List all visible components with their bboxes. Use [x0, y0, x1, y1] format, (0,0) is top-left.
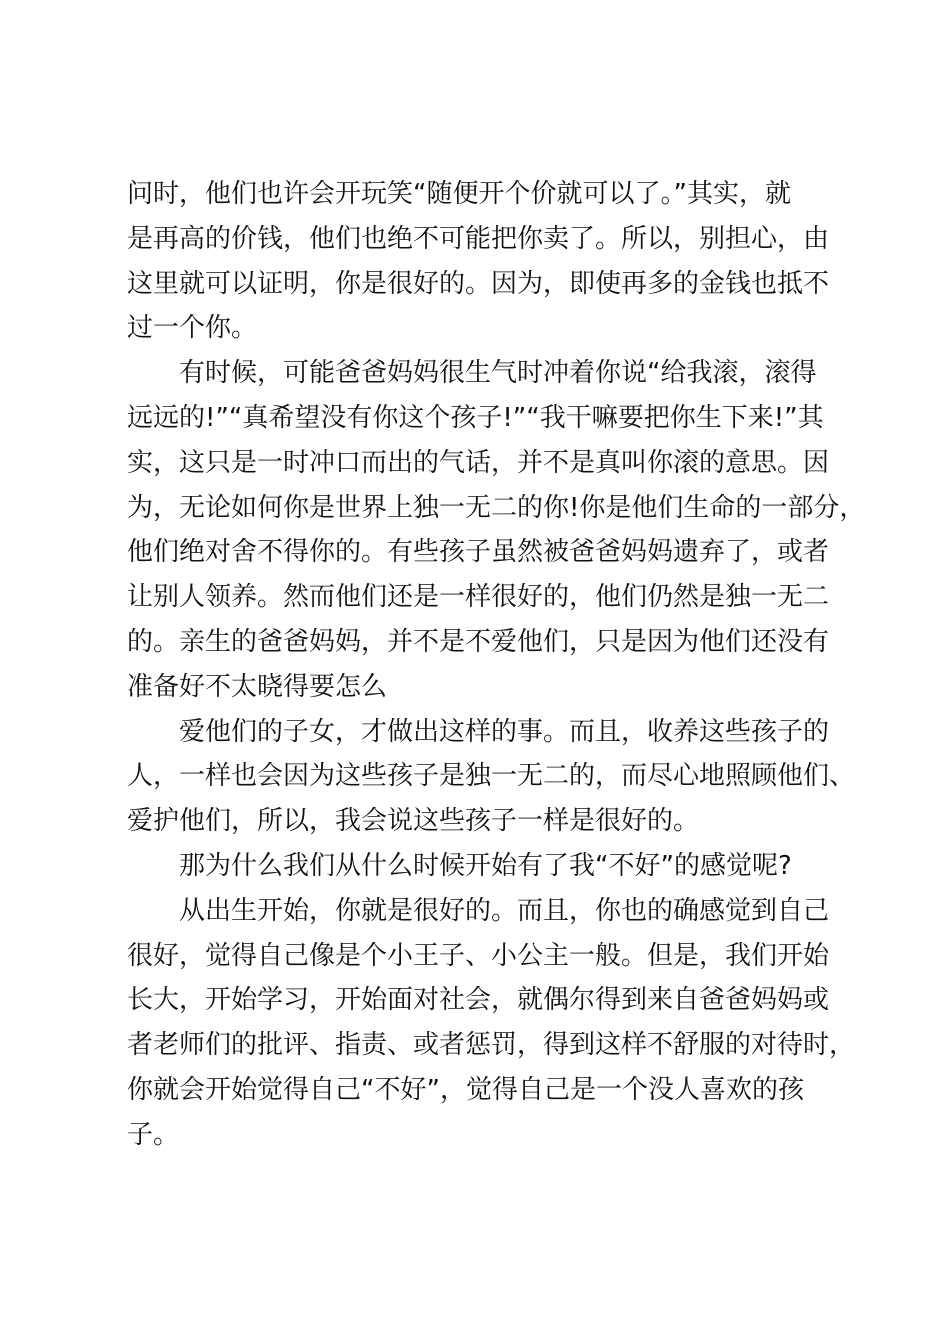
- paragraph-start-line: 从出生开始，你就是很好的。而且，你也的确感觉到自己: [179, 895, 830, 926]
- text-line: 者老师们的批评、指责、或者惩罚，得到这样不舒服的对待时，: [127, 1030, 856, 1061]
- text-line: 准备好不太晓得要怎么: [127, 671, 388, 702]
- text-line: 爱护他们，所以，我会说这些孩子一样是很好的。: [127, 806, 700, 837]
- text-line: 过一个你。: [127, 313, 258, 344]
- paragraph-start-line: 爱他们的子女，才做出这样的事。而且，收养这些孩子的: [179, 716, 830, 747]
- text-line: 这里就可以证明，你是很好的。因为，即使再多的金钱也抵不: [127, 268, 830, 299]
- text-line: 你就会开始觉得自己“不好”，觉得自己是一个没人喜欢的孩: [127, 1074, 804, 1105]
- body-text: [127, 172, 866, 1158]
- text-line: 很好，觉得自己像是个小王子、小公主一般。但是，我们开始: [127, 940, 830, 971]
- text-line: 的。亲生的爸爸妈妈，并不是不爱他们，只是因为他们还没有: [127, 626, 830, 657]
- text-line: 问时，他们也许会开玩笑“随便开个价就可以了。”其实，就: [127, 179, 791, 209]
- paragraph-start-line: 那为什么我们从什么时候开始有了我“不好”的感觉呢?: [179, 850, 792, 881]
- text-line: 人，一样也会因为这些孩子是独一无二的，而尽心地照顾他们、: [127, 761, 856, 792]
- text-line: 他们绝对舍不得你的。有些孩子虽然被爸爸妈妈遗弃了，或者: [127, 537, 830, 568]
- text-line: 长大，开始学习，开始面对社会，就偶尔得到来自爸爸妈妈或: [127, 985, 830, 1016]
- text-line: 实，这只是一时冲口而出的气话，并不是真叫你滚的意思。因: [127, 447, 830, 478]
- paragraph-start-line: 有时候，可能爸爸妈妈很生气时冲着你说“给我滚，滚得: [179, 358, 817, 389]
- text-line: 是再高的价钱，他们也绝不可能把你卖了。所以，别担心，由: [127, 223, 830, 254]
- text-line: 为，无论如何你是世界上独一无二的你!你是他们生命的一部分，: [127, 492, 866, 523]
- text-line: 子。: [127, 1119, 180, 1150]
- text-line: 让别人领养。然而他们还是一样很好的，他们仍然是独一无二: [127, 582, 830, 613]
- text-line: 远远的!”“真希望没有你这个孩子!”“我干嘛要把你生下来!”其: [127, 402, 824, 433]
